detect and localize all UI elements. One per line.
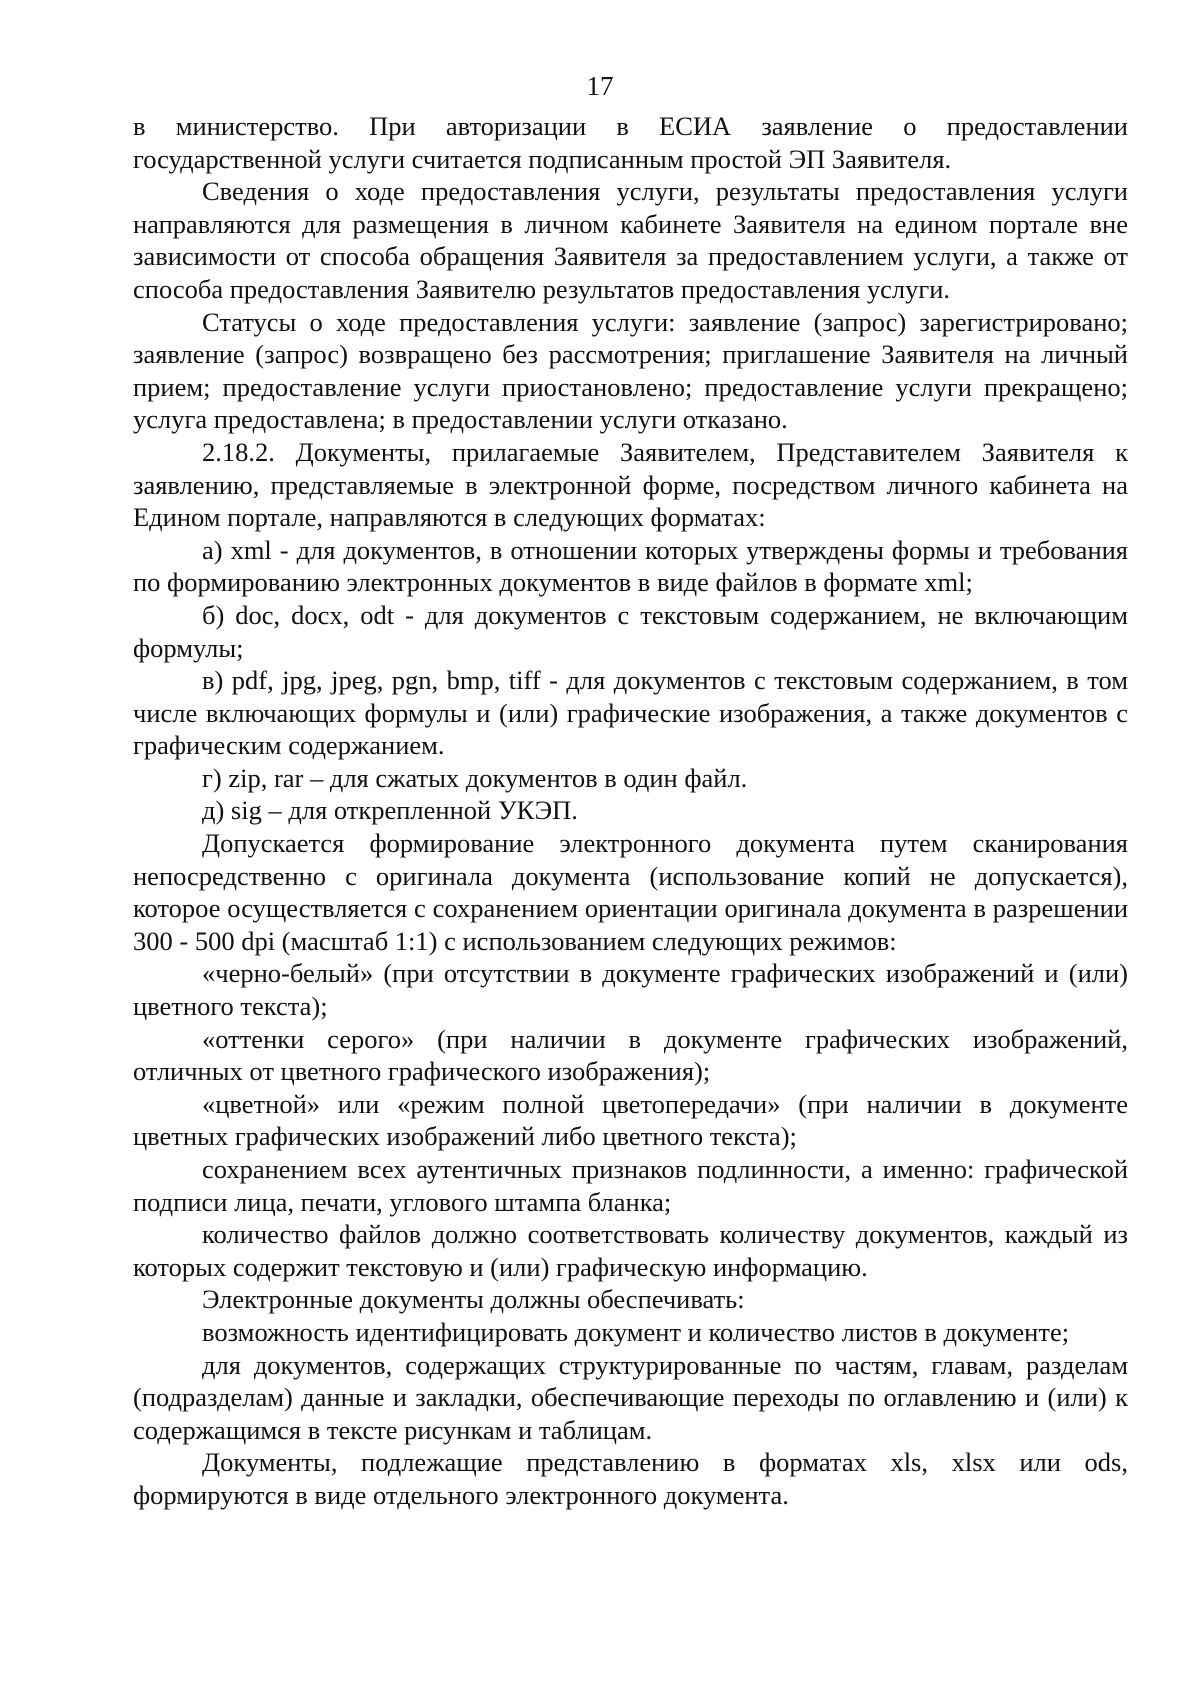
paragraph: Статусы о ходе предоставления услуги: заявление (запрос) зарегистрировано; заявление (запрос) возвращено без рассмотрения; приглашение Заявителя на личный прием; предоставление услуги приостановлено; предоставление услуги прекращено; услуга предоставлена; в предоставлении услуги отказано. (133, 306, 1128, 435)
mode-item: «оттенки серого» (при наличии в документе графических изображений, отличных от цветного графического изображения); (133, 1023, 1128, 1087)
mode-item: «черно-белый» (при отсутствии в документе графических изображений и (или) цветного текста); (133, 958, 1128, 1022)
document-body (133, 110, 1128, 1512)
paragraph: Сведения о ходе предоставления услуги, результаты предоставления услуги направляются для размещения в личном кабинете Заявителя на едином портале вне зависимости от способа обращения Заявителя за предоставлением услуги, а также от способа предоставления Заявителю результатов предоставления услуги. (133, 176, 1128, 304)
paragraph: для документов, содержащих структурированные по частям, главам, разделам (подразделам) данные и закладки, обеспечивающие переходы по оглавлению и (или) к содержащимся в тексте рисункам и таблицам. (133, 1349, 1128, 1445)
paragraph: Документы, подлежащие представлению в форматах xls, xlsx или ods, формируются в виде отдельного электронного документа. (133, 1447, 1128, 1510)
paragraph: в министерство. При авторизации в ЕСИА заявление о предоставлении государственной услуги считается подписанным простой ЭП Заявителя. (133, 111, 1128, 174)
page-number: 17 (586, 71, 614, 101)
mode-item: «цветной» или «режим полной цветопередачи» (при наличии в документе цветных графических изображений либо цветного текста); (133, 1088, 1128, 1152)
list-item-b: б) doc, docx, odt - для документов с текстовым содержанием, не включающим формулы; (133, 599, 1128, 663)
paragraph: возможность идентифицировать документ и количество листов в документе; (202, 1316, 1070, 1347)
list-item-v: в) pdf, jpg, jpeg, pgn, bmp, tiff - для документов с текстовым содержанием, в том числе включающих формулы и (или) графические изображения, а также документов с графическим содержанием. (133, 665, 1128, 761)
list-item-d: д) sig – для открепленной УКЭП. (202, 795, 578, 826)
paragraph: Электронные документы должны обеспечивать: (202, 1284, 745, 1315)
paragraph: Допускается формирование электронного документа путем сканирования непосредственно с оригинала документа (использование копий не допускается), которое осуществляется с сохранением ориентации оригинала документа в разрешении 300 - 500 dpi (масштаб 1:1) с использованием следующих режимов: (133, 828, 1128, 956)
paragraph: количество файлов должно соответствовать количеству документов, каждый из которых содержит текстовую и (или) графическую информацию. (133, 1219, 1128, 1282)
list-item-a: а) xml - для документов, в отношении которых утверждены формы и требования по формированию электронных документов в виде файлов в формате xml; (133, 534, 1128, 598)
paragraph: сохранением всех аутентичных признаков подлинности, а именно: графической подписи лица, печати, углового штампа бланка; (133, 1154, 1128, 1217)
list-item-g: г) zip, rar – для сжатых документов в один файл. (202, 762, 748, 793)
paragraph: 2.18.2. Документы, прилагаемые Заявителем, Представителем Заявителя к заявлению, представляемые в электронной форме, посредством личного кабинета на Едином портале, направляются в следующих форматах: (133, 436, 1128, 533)
